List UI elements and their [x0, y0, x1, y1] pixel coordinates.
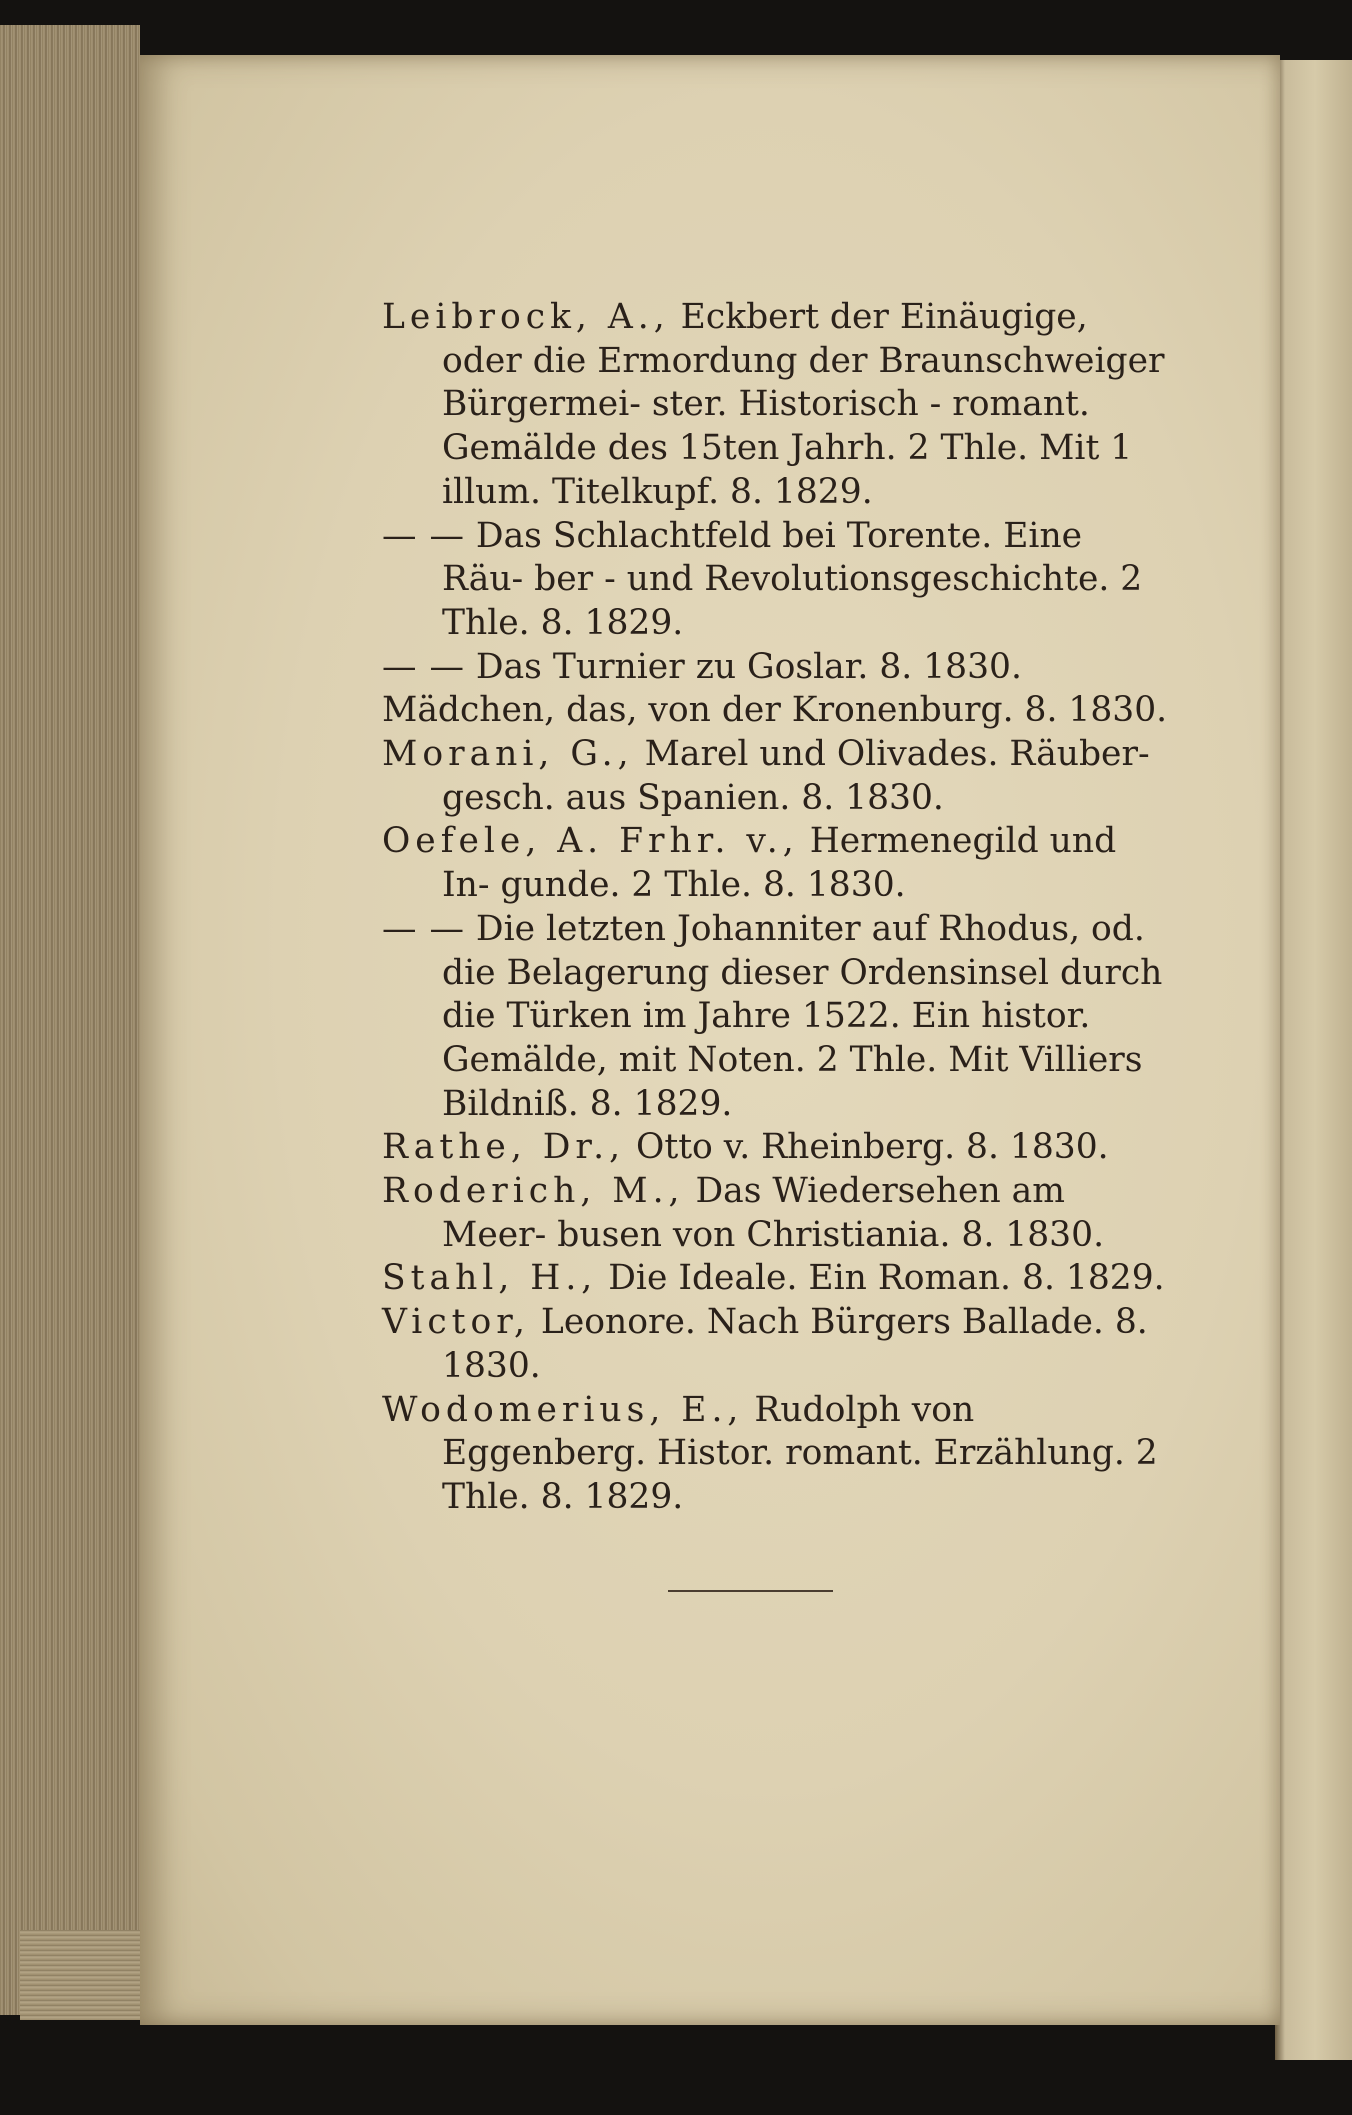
entry-text: Das Turnier zu Goslar. 8. 1830. [464, 646, 1022, 687]
catalogue-entry [382, 1126, 1172, 1170]
entry-text: Otto v. Rheinberg. 8. 1830. [625, 1127, 1109, 1168]
page-edges [0, 25, 140, 2015]
catalogue-entry [382, 296, 1172, 515]
facing-page-edge [1275, 60, 1352, 2060]
catalogue-entry [382, 646, 1172, 690]
entry-text: Hermenegild und In- gunde. 2 Thle. 8. 1830. [442, 821, 1117, 906]
catalogue-entry [382, 515, 1172, 646]
entry-text: Die Ideale. Ein Roman. 8. 1829. [597, 1258, 1165, 1299]
catalogue-entry [382, 1389, 1172, 1520]
closing-rule [668, 1590, 833, 1592]
entry-author: Victor, [382, 1302, 530, 1343]
catalogue-entry [382, 908, 1172, 1127]
entry-text: Marel und Olivades. Räuber- gesch. aus Spanien. 8. 1830. [442, 734, 1150, 818]
entry-text: Die letzten Johanniter auf Rhodus, od. die Belagerung dieser Ordensinsel durch die Türken im Jahre 1522. Ein histor. Gemälde, mit Noten. 2 Thle. Mit Villiers Bildniß. 8. 1829. [442, 908, 1163, 1124]
entry-author: Oefele, A. Frhr. v., [382, 821, 799, 862]
entry-author: — — [382, 646, 465, 687]
entry-author: — — [382, 908, 465, 949]
entry-author: — — [382, 515, 465, 556]
catalogue-entry [382, 689, 1172, 733]
catalogue-entry [382, 733, 1172, 820]
catalogue-list [382, 296, 1172, 1520]
entry-author: Leibrock, A., [382, 297, 670, 337]
entry-text: das, von der Kronenburg. 8. 1830. [555, 690, 1168, 731]
entry-author: Morani, G., [382, 734, 634, 775]
catalogue-entry [382, 1257, 1172, 1301]
entry-author: Rathe, Dr., [382, 1127, 626, 1168]
catalogue-entry [382, 820, 1172, 907]
entry-text: Eckbert der Einäugige, oder die Ermordung der Braunschweiger Bürgermei- ster. Historisch - romant. Gemälde des 15ten Jahrh. 2 Thle. Mit 1 illum. Titelkupf. 8. 1829. [442, 297, 1165, 512]
entry-author: Roderich, M., [382, 1171, 685, 1212]
entry-text: Rudolph von Eggenberg. Histor. romant. Erzählung. 2 Thle. 8. 1829. [442, 1389, 1158, 1517]
page-edges-bottom [20, 1930, 150, 2020]
entry-text: Das Wiedersehen am Meer- busen von Christiania. 8. 1830. [442, 1171, 1105, 1255]
entry-author: Stahl, H., [382, 1258, 598, 1299]
entry-text: Das Schlachtfeld bei Torente. Eine Räu- ber - und Revolutionsgeschichte. 2 Thle. 8. 1829. [442, 515, 1143, 643]
entry-author: Wodomerius, E., [382, 1389, 744, 1430]
entry-text: Leonore. Nach Bürgers Ballade. 8. 1830. [442, 1302, 1148, 1386]
entry-author: Mädchen, [382, 690, 556, 731]
catalogue-entry [382, 1170, 1172, 1257]
catalogue-entry [382, 1301, 1172, 1388]
